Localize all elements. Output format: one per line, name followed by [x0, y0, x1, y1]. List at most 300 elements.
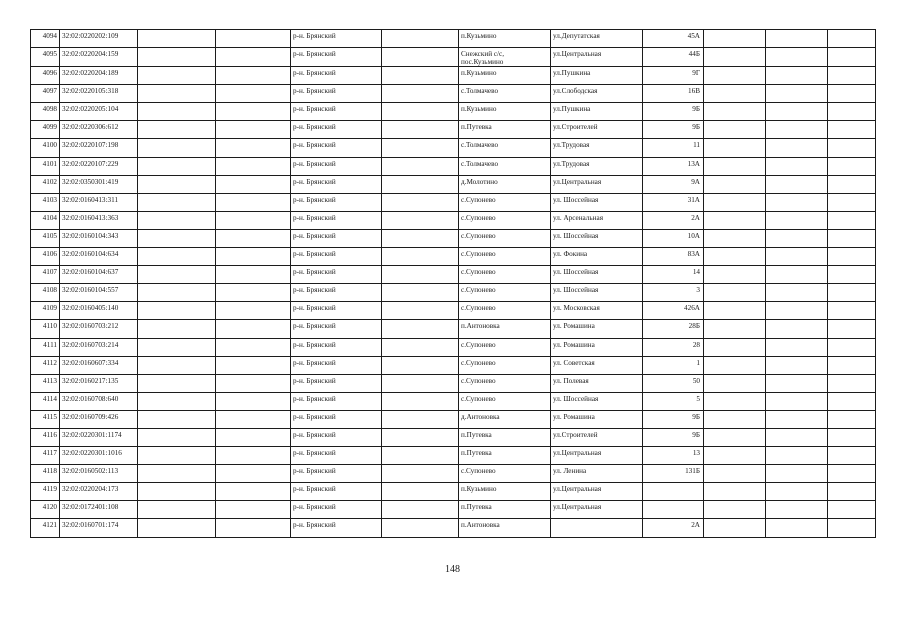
- cell-cadastral-number: 32:02:0220202:109: [60, 30, 138, 48]
- cell-empty: [216, 519, 291, 537]
- cell-cadastral-number: 32:02:0172401:108: [60, 501, 138, 519]
- cell-empty: [704, 103, 766, 121]
- cell-number: 4105: [31, 229, 60, 247]
- cell-empty: [382, 211, 459, 229]
- cell-empty: [828, 157, 876, 175]
- cell-empty: [704, 266, 766, 284]
- table-row: [31, 465, 876, 483]
- cell-number: 4110: [31, 320, 60, 338]
- cell-number: 4120: [31, 501, 60, 519]
- cell-empty: [766, 428, 828, 446]
- cell-house-number: 9А: [643, 175, 704, 193]
- cell-empty: [766, 103, 828, 121]
- cell-empty: [766, 67, 828, 85]
- cell-empty: [704, 320, 766, 338]
- cell-district: р-н. Брянский: [291, 211, 382, 229]
- cell-street: ул.Строителей: [551, 428, 643, 446]
- table-row: [31, 229, 876, 247]
- table-row: [31, 320, 876, 338]
- cell-empty: [382, 103, 459, 121]
- cell-cadastral-number: 32:02:0350301:419: [60, 175, 138, 193]
- table-row: [31, 30, 876, 48]
- cell-number: 4118: [31, 465, 60, 483]
- cell-empty: [138, 284, 216, 302]
- table-row: [31, 193, 876, 211]
- cell-district: р-н. Брянский: [291, 175, 382, 193]
- cell-empty: [138, 248, 216, 266]
- cell-cadastral-number: 32:02:0160703:212: [60, 320, 138, 338]
- cell-number: 4095: [31, 48, 60, 67]
- cell-empty: [138, 157, 216, 175]
- cell-empty: [138, 30, 216, 48]
- cell-number: 4106: [31, 248, 60, 266]
- cell-empty: [138, 374, 216, 392]
- cell-empty: [216, 193, 291, 211]
- cell-street: ул.Центральная: [551, 175, 643, 193]
- cell-empty: [216, 67, 291, 85]
- cell-empty: [828, 48, 876, 67]
- cell-empty: [138, 501, 216, 519]
- cell-locality: д.Молотино: [459, 175, 551, 193]
- cell-empty: [766, 374, 828, 392]
- cell-number: 4112: [31, 356, 60, 374]
- cell-empty: [382, 284, 459, 302]
- cell-empty: [828, 519, 876, 537]
- cell-empty: [138, 121, 216, 139]
- cell-empty: [828, 103, 876, 121]
- cell-street: ул. Ромашина: [551, 320, 643, 338]
- cell-cadastral-number: 32:02:0220105:318: [60, 85, 138, 103]
- cell-street: ул.Центральная: [551, 447, 643, 465]
- cell-cadastral-number: 32:02:0160104:634: [60, 248, 138, 266]
- page-number: 148: [445, 564, 460, 575]
- cell-empty: [138, 302, 216, 320]
- cell-number: 4119: [31, 483, 60, 501]
- cell-empty: [138, 447, 216, 465]
- cell-house-number: 131Б: [643, 465, 704, 483]
- cell-empty: [216, 392, 291, 410]
- cell-empty: [216, 356, 291, 374]
- cell-empty: [704, 211, 766, 229]
- cell-empty: [704, 229, 766, 247]
- cell-empty: [216, 157, 291, 175]
- cell-empty: [704, 175, 766, 193]
- table-row: [31, 302, 876, 320]
- cell-empty: [382, 483, 459, 501]
- cell-empty: [828, 356, 876, 374]
- cell-street: ул.Центральная: [551, 501, 643, 519]
- cell-empty: [216, 447, 291, 465]
- table-row: [31, 428, 876, 446]
- cell-street: ул. Ромашина: [551, 338, 643, 356]
- cell-empty: [704, 284, 766, 302]
- cell-empty: [766, 501, 828, 519]
- cell-district: р-н. Брянский: [291, 465, 382, 483]
- cell-empty: [138, 338, 216, 356]
- cell-empty: [138, 67, 216, 85]
- cell-house-number: 28Б: [643, 320, 704, 338]
- cell-number: 4111: [31, 338, 60, 356]
- cell-empty: [138, 428, 216, 446]
- cell-empty: [828, 302, 876, 320]
- cell-street: ул.Трудовая: [551, 157, 643, 175]
- cell-empty: [766, 229, 828, 247]
- cell-cadastral-number: 32:02:0160709:426: [60, 410, 138, 428]
- cell-locality: п.Антоновка: [459, 519, 551, 537]
- cell-locality: п.Кузьмино: [459, 67, 551, 85]
- cell-empty: [704, 193, 766, 211]
- cell-street: ул.Трудовая: [551, 139, 643, 157]
- cell-locality: п.Путевка: [459, 447, 551, 465]
- cell-empty: [138, 211, 216, 229]
- cell-house-number: 9Б: [643, 410, 704, 428]
- cell-cadastral-number: 32:02:0220301:1174: [60, 428, 138, 446]
- cell-empty: [382, 175, 459, 193]
- cell-empty: [766, 284, 828, 302]
- table-row: [31, 338, 876, 356]
- cell-empty: [704, 139, 766, 157]
- cell-district: р-н. Брянский: [291, 501, 382, 519]
- cell-cadastral-number: 32:02:0220107:198: [60, 139, 138, 157]
- cell-empty: [766, 483, 828, 501]
- cell-house-number: 3: [643, 284, 704, 302]
- cell-house-number: 45А: [643, 30, 704, 48]
- cell-street: ул.Пушкина: [551, 103, 643, 121]
- cell-district: р-н. Брянский: [291, 48, 382, 67]
- cell-number: 4098: [31, 103, 60, 121]
- cell-empty: [216, 320, 291, 338]
- cell-empty: [382, 139, 459, 157]
- cell-empty: [704, 248, 766, 266]
- cell-house-number: 2А: [643, 519, 704, 537]
- cell-empty: [828, 501, 876, 519]
- cell-empty: [216, 266, 291, 284]
- cell-empty: [704, 338, 766, 356]
- cell-street: ул. Ленина: [551, 465, 643, 483]
- cell-empty: [704, 519, 766, 537]
- cell-number: 4108: [31, 284, 60, 302]
- cell-empty: [138, 392, 216, 410]
- cell-cadastral-number: 32:02:0160405:140: [60, 302, 138, 320]
- cell-empty: [216, 428, 291, 446]
- cell-locality: п.Путевка: [459, 121, 551, 139]
- cell-empty: [828, 374, 876, 392]
- cell-empty: [138, 356, 216, 374]
- cell-cadastral-number: 32:02:0220204:189: [60, 67, 138, 85]
- cell-empty: [382, 121, 459, 139]
- table-row: [31, 175, 876, 193]
- cell-empty: [828, 428, 876, 446]
- cell-empty: [138, 320, 216, 338]
- cell-empty: [138, 519, 216, 537]
- cell-empty: [382, 320, 459, 338]
- cell-locality: с.Супонево: [459, 193, 551, 211]
- cell-empty: [138, 139, 216, 157]
- cell-empty: [828, 85, 876, 103]
- cell-locality: с.Супонево: [459, 229, 551, 247]
- table-row: [31, 248, 876, 266]
- cell-house-number: 14: [643, 266, 704, 284]
- cell-cadastral-number: 32:02:0160104:343: [60, 229, 138, 247]
- cell-locality: Снежский с/с, пос.Кузьмино: [459, 48, 551, 67]
- cell-cadastral-number: 32:02:0160708:640: [60, 392, 138, 410]
- cell-house-number: 11: [643, 139, 704, 157]
- cell-empty: [138, 266, 216, 284]
- cell-empty: [382, 248, 459, 266]
- cell-empty: [138, 410, 216, 428]
- cell-district: р-н. Брянский: [291, 519, 382, 537]
- cell-empty: [382, 392, 459, 410]
- cell-district: р-н. Брянский: [291, 30, 382, 48]
- cell-district: р-н. Брянский: [291, 320, 382, 338]
- registry-table: [30, 29, 876, 538]
- cell-empty: [382, 229, 459, 247]
- cell-cadastral-number: 32:02:0160607:334: [60, 356, 138, 374]
- cell-locality: с.Супонево: [459, 356, 551, 374]
- cell-district: р-н. Брянский: [291, 338, 382, 356]
- cell-empty: [704, 392, 766, 410]
- cell-empty: [216, 121, 291, 139]
- cell-empty: [766, 410, 828, 428]
- cell-empty: [828, 320, 876, 338]
- cell-empty: [766, 465, 828, 483]
- cell-district: р-н. Брянский: [291, 121, 382, 139]
- cell-empty: [382, 356, 459, 374]
- table-row: [31, 48, 876, 67]
- cell-empty: [828, 30, 876, 48]
- cell-house-number: 31А: [643, 193, 704, 211]
- cell-empty: [828, 248, 876, 266]
- cell-cadastral-number: 32:02:0160701:174: [60, 519, 138, 537]
- table-row: [31, 211, 876, 229]
- cell-house-number: 9Б: [643, 121, 704, 139]
- cell-house-number: 9Б: [643, 103, 704, 121]
- cell-locality: п.Кузьмино: [459, 103, 551, 121]
- cell-number: 4097: [31, 85, 60, 103]
- cell-locality: п.Путевка: [459, 501, 551, 519]
- cell-street: ул.Центральная: [551, 483, 643, 501]
- table-row: [31, 284, 876, 302]
- cell-district: р-н. Брянский: [291, 428, 382, 446]
- cell-street: ул. Шоссейная: [551, 284, 643, 302]
- cell-empty: [382, 519, 459, 537]
- cell-empty: [382, 410, 459, 428]
- cell-cadastral-number: 32:02:0160413:363: [60, 211, 138, 229]
- cell-house-number: 5: [643, 392, 704, 410]
- cell-empty: [828, 229, 876, 247]
- cell-empty: [704, 30, 766, 48]
- cell-district: р-н. Брянский: [291, 374, 382, 392]
- cell-empty: [216, 211, 291, 229]
- cell-house-number: 13А: [643, 157, 704, 175]
- cell-district: р-н. Брянский: [291, 284, 382, 302]
- cell-empty: [704, 121, 766, 139]
- cell-locality: д.Антоновка: [459, 410, 551, 428]
- cell-empty: [216, 410, 291, 428]
- cell-number: 4113: [31, 374, 60, 392]
- cell-house-number: 1: [643, 356, 704, 374]
- cell-street: ул. Шоссейная: [551, 392, 643, 410]
- cell-empty: [766, 85, 828, 103]
- cell-number: 4100: [31, 139, 60, 157]
- cell-empty: [828, 338, 876, 356]
- cell-empty: [216, 229, 291, 247]
- cell-empty: [766, 211, 828, 229]
- table-body: [31, 30, 876, 538]
- cell-cadastral-number: 32:02:0160104:637: [60, 266, 138, 284]
- cell-locality: с.Супонево: [459, 338, 551, 356]
- cell-empty: [766, 266, 828, 284]
- table-row: [31, 85, 876, 103]
- cell-number: 4121: [31, 519, 60, 537]
- cell-district: р-н. Брянский: [291, 139, 382, 157]
- cell-district: р-н. Брянский: [291, 266, 382, 284]
- cell-district: р-н. Брянский: [291, 302, 382, 320]
- cell-locality: п.Кузьмино: [459, 30, 551, 48]
- cell-number: 4117: [31, 447, 60, 465]
- cell-empty: [704, 447, 766, 465]
- cell-locality: п.Антоновка: [459, 320, 551, 338]
- cell-district: р-н. Брянский: [291, 410, 382, 428]
- cell-empty: [704, 410, 766, 428]
- cell-locality: с.Супонево: [459, 302, 551, 320]
- cell-empty: [766, 157, 828, 175]
- cell-empty: [216, 338, 291, 356]
- cell-locality: с.Супонево: [459, 465, 551, 483]
- cell-empty: [216, 465, 291, 483]
- cell-house-number: 13: [643, 447, 704, 465]
- cell-street: ул. Арсенальная: [551, 211, 643, 229]
- cell-cadastral-number: 32:02:0220107:229: [60, 157, 138, 175]
- cell-number: 4094: [31, 30, 60, 48]
- cell-empty: [138, 103, 216, 121]
- cell-house-number: 10А: [643, 229, 704, 247]
- cell-district: р-н. Брянский: [291, 85, 382, 103]
- cell-number: 4103: [31, 193, 60, 211]
- cell-empty: [766, 139, 828, 157]
- cell-empty: [828, 121, 876, 139]
- cell-cadastral-number: 32:02:0220204:173: [60, 483, 138, 501]
- cell-district: р-н. Брянский: [291, 356, 382, 374]
- cell-empty: [766, 48, 828, 67]
- cell-number: 4107: [31, 266, 60, 284]
- cell-street: ул.Пушкина: [551, 67, 643, 85]
- cell-district: р-н. Брянский: [291, 67, 382, 85]
- cell-empty: [828, 67, 876, 85]
- cell-empty: [216, 248, 291, 266]
- cell-empty: [382, 302, 459, 320]
- cell-empty: [138, 193, 216, 211]
- cell-empty: [828, 465, 876, 483]
- cell-street: ул.Центральная: [551, 48, 643, 67]
- cell-street: ул. Московская: [551, 302, 643, 320]
- cell-house-number: 16В: [643, 85, 704, 103]
- cell-district: р-н. Брянский: [291, 103, 382, 121]
- cell-empty: [828, 211, 876, 229]
- cell-empty: [382, 85, 459, 103]
- cell-empty: [704, 48, 766, 67]
- cell-locality: п.Кузьмино: [459, 483, 551, 501]
- cell-street: ул.Слободская: [551, 85, 643, 103]
- cell-cadastral-number: 32:02:0220204:159: [60, 48, 138, 67]
- cell-empty: [704, 374, 766, 392]
- cell-locality: с.Толмачево: [459, 157, 551, 175]
- cell-number: 4101: [31, 157, 60, 175]
- table-row: [31, 139, 876, 157]
- cell-empty: [704, 356, 766, 374]
- cell-locality: с.Супонево: [459, 374, 551, 392]
- cell-empty: [704, 85, 766, 103]
- cell-empty: [216, 103, 291, 121]
- cell-empty: [138, 483, 216, 501]
- cell-empty: [828, 392, 876, 410]
- cell-house-number: 44Б: [643, 48, 704, 67]
- cell-empty: [138, 48, 216, 67]
- cell-number: 4096: [31, 67, 60, 85]
- cell-street: ул.Депутатская: [551, 30, 643, 48]
- cell-empty: [828, 483, 876, 501]
- cell-street: [551, 519, 643, 537]
- cell-empty: [216, 30, 291, 48]
- cell-district: р-н. Брянский: [291, 392, 382, 410]
- cell-empty: [382, 501, 459, 519]
- cell-empty: [704, 465, 766, 483]
- cell-locality: п.Путевка: [459, 428, 551, 446]
- cell-empty: [766, 356, 828, 374]
- cell-empty: [704, 67, 766, 85]
- cell-street: ул. Ромашина: [551, 410, 643, 428]
- cell-empty: [766, 320, 828, 338]
- table-row: [31, 103, 876, 121]
- cell-empty: [216, 374, 291, 392]
- cell-street: ул. Шоссейная: [551, 229, 643, 247]
- cell-empty: [828, 139, 876, 157]
- cell-empty: [216, 139, 291, 157]
- cell-empty: [382, 338, 459, 356]
- cell-number: 4109: [31, 302, 60, 320]
- cell-locality: с.Супонево: [459, 284, 551, 302]
- cell-empty: [382, 48, 459, 67]
- cell-empty: [766, 302, 828, 320]
- cell-house-number: 2А: [643, 211, 704, 229]
- cell-empty: [216, 48, 291, 67]
- cell-number: 4114: [31, 392, 60, 410]
- cell-house-number: 28: [643, 338, 704, 356]
- cell-empty: [704, 501, 766, 519]
- cell-street: ул. Шоссейная: [551, 266, 643, 284]
- cell-empty: [828, 410, 876, 428]
- cell-empty: [138, 465, 216, 483]
- cell-empty: [216, 85, 291, 103]
- cell-locality: с.Толмачево: [459, 85, 551, 103]
- cell-empty: [704, 157, 766, 175]
- cell-empty: [766, 248, 828, 266]
- cell-empty: [382, 447, 459, 465]
- cell-empty: [216, 302, 291, 320]
- cell-house-number: [643, 483, 704, 501]
- cell-cadastral-number: 32:02:0160104:557: [60, 284, 138, 302]
- cell-number: 4099: [31, 121, 60, 139]
- cell-number: 4104: [31, 211, 60, 229]
- table-row: [31, 67, 876, 85]
- cell-empty: [828, 447, 876, 465]
- cell-empty: [216, 284, 291, 302]
- cell-empty: [704, 428, 766, 446]
- cell-empty: [382, 266, 459, 284]
- cell-empty: [138, 85, 216, 103]
- cell-empty: [216, 483, 291, 501]
- cell-district: р-н. Брянский: [291, 483, 382, 501]
